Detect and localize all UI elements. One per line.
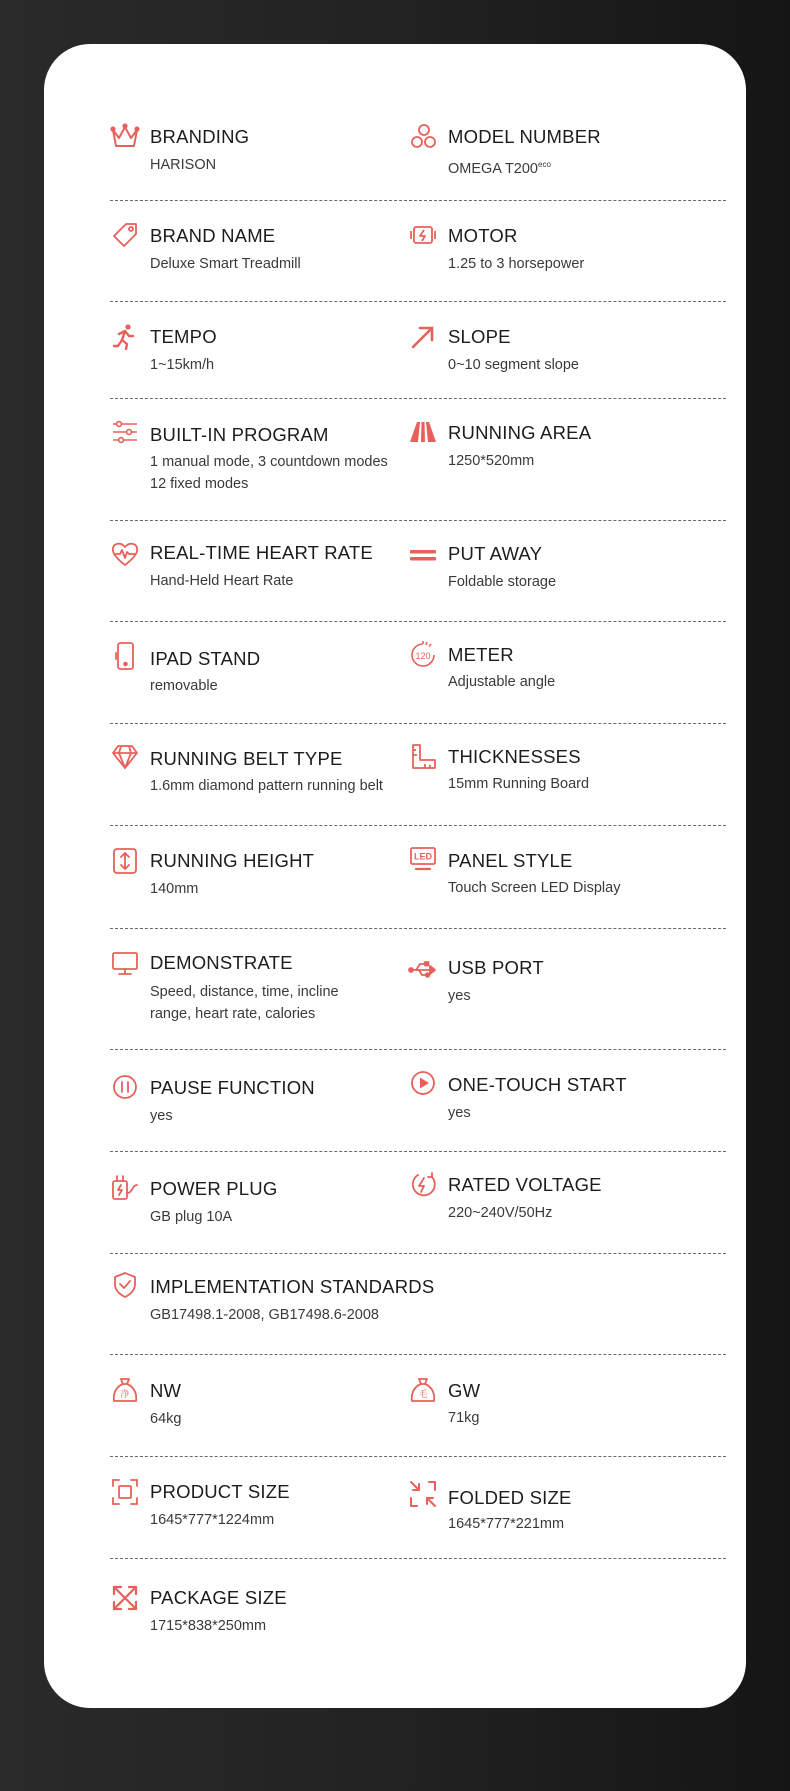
voltage-icon bbox=[408, 1170, 438, 1200]
molecule-icon bbox=[408, 122, 438, 152]
spec-power-plug bbox=[110, 1152, 408, 1254]
spec-value: 220~240V/50Hz bbox=[448, 1205, 553, 1221]
spec-value: 1715*838*250mm bbox=[150, 1618, 267, 1634]
play-icon bbox=[408, 1068, 438, 1098]
spec-product-size bbox=[110, 1457, 408, 1559]
gauge-value: 120 bbox=[415, 651, 431, 661]
spec-title: TEMPO bbox=[150, 326, 217, 347]
spec-title: PRODUCT SIZE bbox=[150, 1481, 290, 1502]
spec-title: SLOPE bbox=[448, 326, 511, 347]
spec-meter bbox=[408, 622, 726, 724]
spec-value: Hand-Held Heart Rate bbox=[150, 573, 294, 589]
led-label: LED bbox=[414, 851, 432, 862]
spec-row bbox=[110, 399, 726, 521]
spec-row bbox=[110, 201, 726, 302]
spec-title: RATED VOLTAGE bbox=[448, 1174, 602, 1195]
tag-icon bbox=[110, 220, 140, 250]
spec-card bbox=[44, 44, 746, 1708]
heart-rate-icon bbox=[110, 539, 140, 569]
spec-value: 1250*520mm bbox=[448, 453, 535, 469]
spec-heart-rate bbox=[110, 521, 408, 622]
spec-value: 1.6mm diamond pattern running belt bbox=[150, 778, 383, 794]
spec-one-touch-start bbox=[408, 1050, 726, 1152]
spec-value: yes bbox=[448, 988, 471, 1004]
spec-tempo bbox=[110, 302, 408, 399]
spec-title: BRANDING bbox=[150, 126, 250, 147]
spec-title: FOLDED SIZE bbox=[448, 1487, 572, 1508]
spec-value: 64kg bbox=[150, 1411, 182, 1427]
spec-title: PANEL STYLE bbox=[448, 850, 573, 871]
frame-corners-icon bbox=[110, 1477, 140, 1507]
collapse-arrows-icon bbox=[408, 1479, 438, 1509]
spec-title: REAL-TIME HEART RATE bbox=[150, 542, 373, 563]
spec-value: 1.25 to 3 horsepower bbox=[448, 256, 585, 272]
spec-nw bbox=[110, 1355, 408, 1457]
crown-icon bbox=[110, 122, 140, 152]
spec-value: removable bbox=[150, 678, 218, 694]
spec-value: 12 fixed modes bbox=[150, 476, 249, 492]
spec-belt-type bbox=[110, 724, 408, 826]
expand-arrows-icon bbox=[110, 1583, 140, 1613]
spec-title: METER bbox=[448, 644, 514, 665]
spec-title: GW bbox=[448, 1380, 481, 1401]
spec-value: yes bbox=[448, 1105, 471, 1121]
weight-bag-icon bbox=[408, 1375, 438, 1405]
spec-title: POWER PLUG bbox=[150, 1178, 278, 1199]
spec-row bbox=[110, 622, 726, 724]
spec-value: 1645*777*221mm bbox=[448, 1516, 565, 1532]
model-number-text: OMEGA T200 bbox=[448, 161, 538, 177]
spec-value: HARISON bbox=[150, 157, 217, 173]
spec-row bbox=[110, 1457, 726, 1559]
spec-value: yes bbox=[150, 1108, 173, 1124]
arrow-up-right-icon bbox=[408, 322, 438, 352]
weight-bag-icon bbox=[110, 1375, 140, 1405]
spec-title: BUILT-IN PROGRAM bbox=[150, 424, 329, 445]
spec-value: Touch Screen LED Display bbox=[448, 880, 621, 896]
spec-value: 1~15km/h bbox=[150, 357, 215, 373]
spec-pause-function bbox=[110, 1050, 408, 1152]
spec-title: IPAD STAND bbox=[150, 648, 261, 669]
spec-title: MODEL NUMBER bbox=[448, 126, 601, 147]
spec-demonstrate bbox=[110, 929, 408, 1050]
spec-title: RUNNING AREA bbox=[448, 422, 592, 443]
spec-row bbox=[110, 1152, 726, 1254]
diamond-icon bbox=[110, 742, 140, 772]
spec-row bbox=[110, 1254, 726, 1355]
spec-rated-voltage bbox=[408, 1152, 726, 1254]
monitor-icon bbox=[110, 949, 140, 979]
sliders-icon bbox=[110, 417, 140, 447]
spec-thicknesses bbox=[408, 724, 726, 826]
spec-running-area bbox=[408, 399, 726, 521]
usb-icon bbox=[408, 955, 438, 985]
plug-icon bbox=[110, 1173, 140, 1203]
road-icon bbox=[408, 417, 438, 447]
tablet-icon bbox=[110, 641, 140, 671]
model-number-sup: eco bbox=[538, 160, 551, 169]
ruler-icon bbox=[408, 742, 438, 772]
spec-title: USB PORT bbox=[448, 957, 544, 978]
spec-row bbox=[110, 302, 726, 399]
spec-usb-port bbox=[408, 929, 726, 1050]
spec-value: GB plug 10A bbox=[150, 1209, 233, 1225]
pause-icon bbox=[110, 1072, 140, 1102]
spec-title: DEMONSTRATE bbox=[150, 952, 293, 973]
spec-title: PUT AWAY bbox=[448, 543, 543, 564]
spec-row bbox=[110, 521, 726, 622]
spec-standards bbox=[110, 1254, 726, 1355]
spec-row bbox=[110, 1355, 726, 1457]
spec-row bbox=[110, 826, 726, 929]
spec-value: Adjustable angle bbox=[448, 674, 556, 690]
spec-running-height bbox=[110, 826, 408, 929]
spec-title: IMPLEMENTATION STANDARDS bbox=[150, 1276, 435, 1297]
spec-value: GB17498.1-2008, GB17498.6-2008 bbox=[150, 1307, 379, 1323]
spec-title: ONE-TOUCH START bbox=[448, 1074, 627, 1095]
spec-row bbox=[110, 1050, 726, 1152]
running-person-icon bbox=[110, 322, 140, 352]
spec-package-size bbox=[110, 1559, 726, 1659]
spec-value: Foldable storage bbox=[448, 574, 557, 590]
spec-title: PAUSE FUNCTION bbox=[150, 1077, 315, 1098]
spec-value: 0~10 segment slope bbox=[448, 357, 579, 373]
led-display-icon bbox=[408, 844, 438, 874]
spec-value: 140mm bbox=[150, 881, 199, 897]
spec-ipad-stand bbox=[110, 622, 408, 724]
spec-row bbox=[110, 929, 726, 1050]
spec-title: BRAND NAME bbox=[150, 225, 276, 246]
spec-value: Deluxe Smart Treadmill bbox=[150, 256, 301, 272]
spec-row bbox=[110, 724, 726, 826]
spec-value: range, heart rate, calories bbox=[150, 1006, 316, 1022]
shield-check-icon bbox=[110, 1270, 140, 1300]
spec-slope bbox=[408, 302, 726, 399]
spec-title: NW bbox=[150, 1380, 182, 1401]
spec-row bbox=[110, 104, 726, 201]
height-arrow-icon bbox=[110, 846, 140, 876]
spec-folded-size bbox=[408, 1457, 726, 1559]
spec-put-away bbox=[408, 521, 726, 622]
spec-built-in-program bbox=[110, 399, 408, 521]
spec-value: 71kg bbox=[448, 1410, 480, 1426]
spec-row bbox=[110, 1559, 726, 1659]
spec-value: 1 manual mode, 3 countdown modes bbox=[150, 454, 388, 470]
spec-title: THICKNESSES bbox=[448, 746, 581, 767]
fold-stack-icon bbox=[408, 541, 438, 571]
spec-value: 1645*777*1224mm bbox=[150, 1512, 275, 1528]
net-weight-mark: 净 bbox=[120, 1390, 130, 1400]
spec-value bbox=[448, 154, 551, 180]
motor-icon bbox=[408, 220, 438, 250]
gauge-icon bbox=[408, 640, 438, 670]
spec-title: RUNNING HEIGHT bbox=[150, 850, 315, 871]
spec-gw bbox=[408, 1355, 726, 1457]
spec-motor bbox=[408, 201, 726, 302]
spec-title: PACKAGE SIZE bbox=[150, 1587, 287, 1608]
gross-weight-mark: 毛 bbox=[418, 1390, 428, 1400]
spec-value: Speed, distance, time, incline bbox=[150, 984, 339, 1000]
spec-branding bbox=[110, 104, 408, 201]
spec-title: RUNNING BELT TYPE bbox=[150, 748, 343, 769]
spec-brand-name bbox=[110, 201, 408, 302]
spec-model-number bbox=[408, 104, 726, 201]
spec-value: 15mm Running Board bbox=[448, 776, 590, 792]
spec-title: MOTOR bbox=[448, 225, 518, 246]
spec-panel-style bbox=[408, 826, 726, 929]
